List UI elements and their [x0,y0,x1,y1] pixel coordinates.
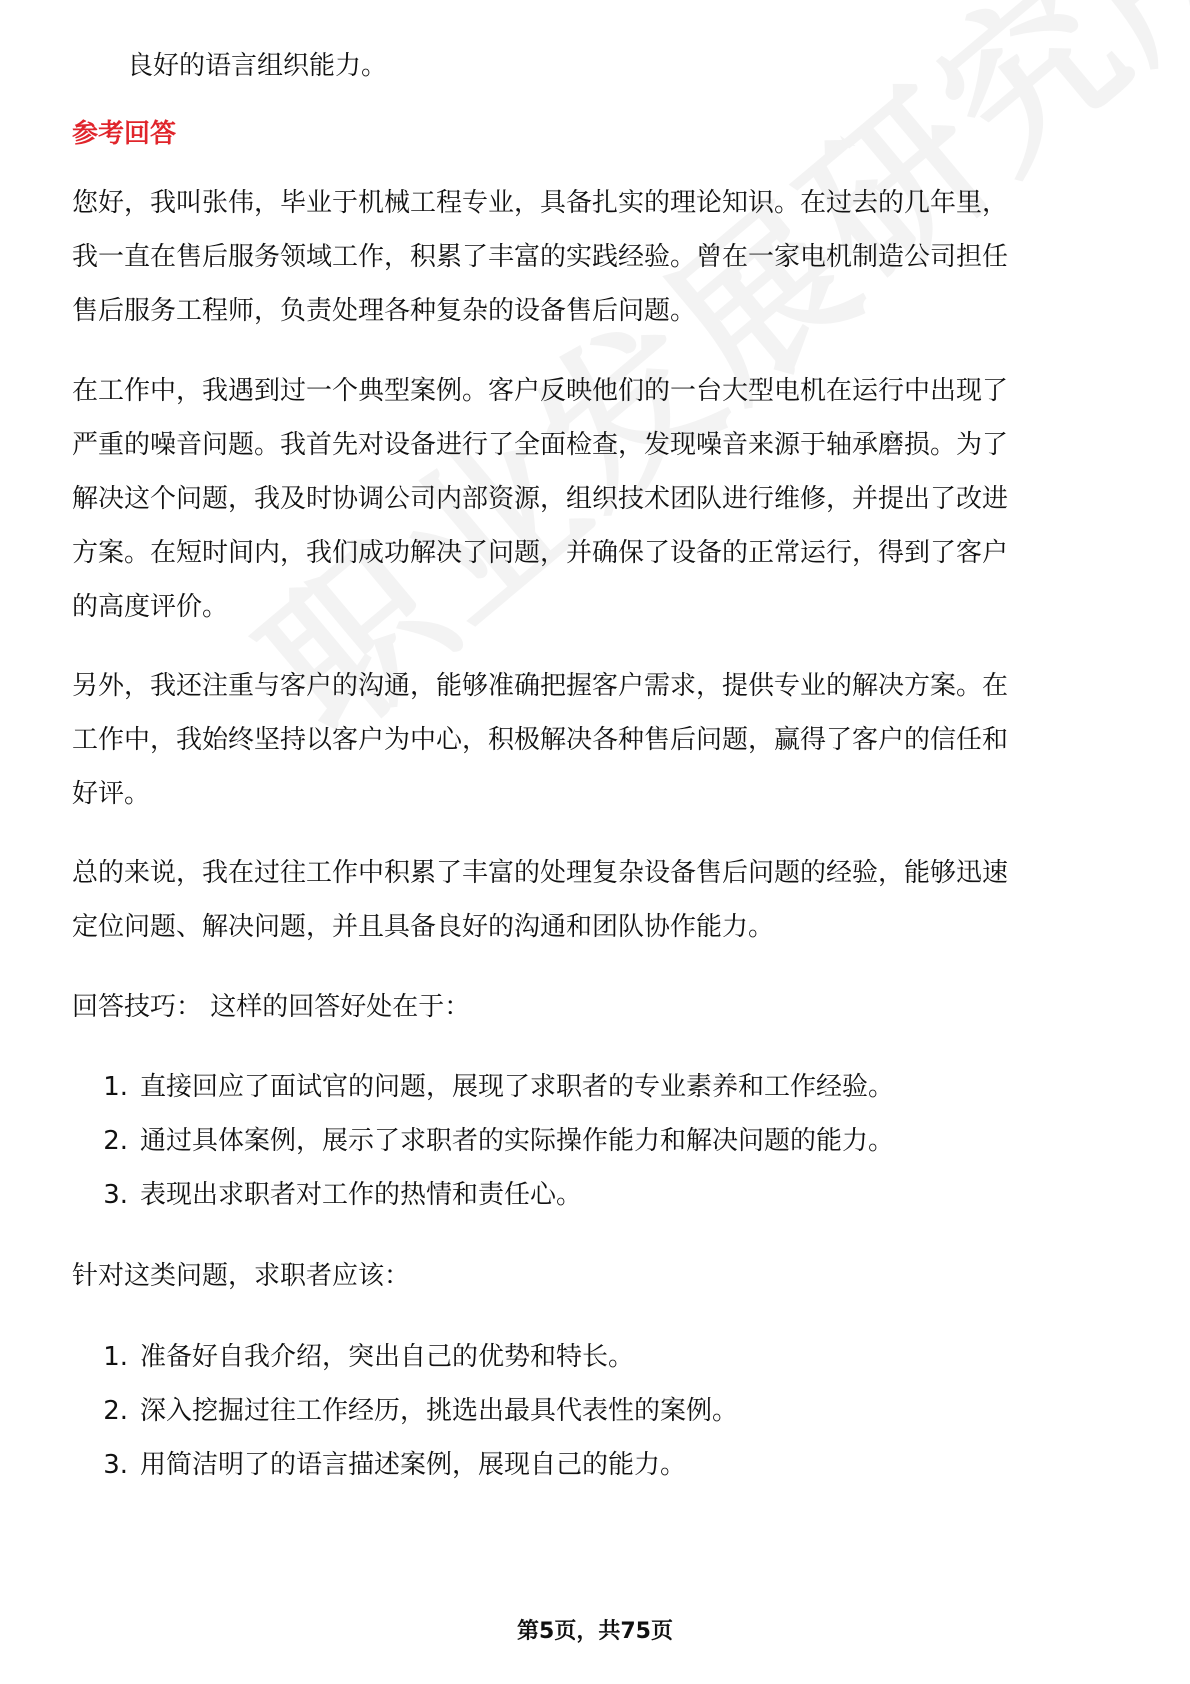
list-number: 3. [103,1180,128,1210]
list-item [72,1125,894,1157]
list-number: 3. [103,1450,128,1480]
list-item [72,1179,582,1211]
paragraph-line: 售后服务工程师，负责处理各种复杂的设备售后问题。 [72,296,697,326]
section-heading: 参考回答 [72,119,177,149]
list-item [72,1449,686,1481]
list-item-text: 用简洁明了的语言描述案例，展现自己的能力。 [140,1450,687,1480]
page-number-footer: 第5页，共75页 [517,1619,673,1644]
advice-intro: 针对这类问题，求职者应该： [72,1261,411,1291]
list-item-text: 直接回应了面试官的问题，展现了求职者的专业素养和工作经验。 [140,1072,895,1102]
list-item-text: 准备好自我介绍，突出自己的优势和特长。 [140,1342,635,1372]
list-number: 2. [103,1396,128,1426]
intro-tail-text: 良好的语言组织能力。 [127,51,388,81]
paragraph-line: 定位问题、解决问题，并且具备良好的沟通和团队协作能力。 [72,912,775,942]
list-item [72,1341,634,1373]
paragraph-line: 解决这个问题，我及时协调公司内部资源，组织技术团队进行维修，并提出了改进 [72,484,1009,514]
list-item-text: 表现出求职者对工作的热情和责任心。 [140,1180,583,1210]
paragraph-line: 我一直在售后服务领域工作，积累了丰富的实践经验。曾在一家电机制造公司担任 [72,242,1009,272]
list-item [72,1071,894,1103]
list-number: 2. [103,1126,128,1156]
paragraph-line: 好评。 [72,779,151,809]
list-number: 1. [103,1072,128,1102]
paragraph-line: 另外，我还注重与客户的沟通，能够准确把握客户需求，提供专业的解决方案。在 [72,671,1009,701]
paragraph-line: 方案。在短时间内，我们成功解决了问题，并确保了设备的正常运行，得到了客户 [72,538,1009,568]
paragraph-line: 在工作中，我遇到过一个典型案例。客户反映他们的一台大型电机在运行中出现了 [72,376,1009,406]
paragraph-line: 您好，我叫张伟，毕业于机械工程专业，具备扎实的理论知识。在过去的几年里， [72,188,1009,218]
list-item-text: 深入挖掘过往工作经历，挑选出最具代表性的案例。 [140,1396,739,1426]
list-item [72,1395,738,1427]
list-item-text: 通过具体案例，展示了求职者的实际操作能力和解决问题的能力。 [140,1126,895,1156]
tips-intro: 回答技巧： 这样的回答好处在于： [72,992,471,1022]
paragraph-line: 工作中，我始终坚持以客户为中心，积极解决各种售后问题，赢得了客户的信任和 [72,725,1009,755]
list-number: 1. [103,1342,128,1372]
paragraph-line: 的高度评价。 [72,592,229,622]
paragraph-line: 总的来说，我在过往工作中积累了丰富的处理复杂设备售后问题的经验，能够迅速 [72,858,1009,888]
paragraph-line: 严重的噪音问题。我首先对设备进行了全面检查，发现噪音来源于轴承磨损。为了 [72,430,1009,460]
